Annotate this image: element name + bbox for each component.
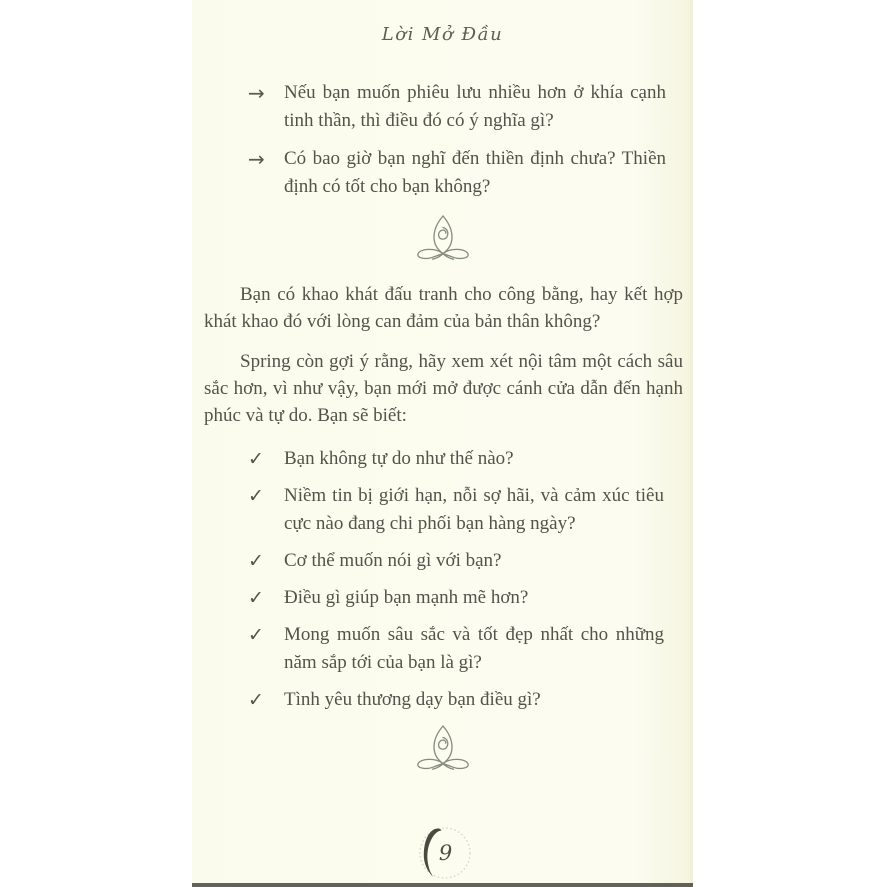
check-bullet-icon: ✓ (248, 587, 264, 609)
list-item-text: Mong muốn sâu sắc và tốt đẹp nhất cho những năm sắp tới của bạn là gì? (284, 624, 664, 673)
list-item (248, 621, 693, 677)
lotus-meditation-icon (412, 724, 474, 771)
paragraph: Bạn có khao khát đấu tranh cho công bằng, hay kết hợp khát khao đó với lòng can đảm của bản thân không? (204, 284, 683, 332)
check-question-list (192, 445, 693, 714)
arrow-question-list (192, 79, 693, 201)
list-item-text: Cơ thể muốn nói gì với bạn? (284, 550, 502, 571)
list-item (248, 686, 693, 714)
page-bottom-edge (192, 883, 693, 887)
paragraph: Spring còn gợi ý rằng, hãy xem xét nội tâm một cách sâu sắc hơn, vì như vậy, bạn mới mở được cánh cửa dẫn đến hạnh phúc và tự do. Bạn sẽ biết: (204, 351, 683, 426)
list-item-text: Tình yêu thương dạy bạn điều gì? (284, 689, 541, 710)
check-bullet-icon: ✓ (248, 550, 264, 572)
chapter-running-head: Lời Mở Đầu (381, 24, 504, 45)
list-item (248, 482, 693, 538)
check-bullet-icon: ✓ (248, 624, 264, 646)
lotus-meditation-icon (412, 214, 474, 261)
list-item (248, 79, 693, 135)
check-bullet-icon: ✓ (248, 448, 264, 470)
list-item (248, 547, 693, 575)
list-item (248, 445, 693, 473)
page-content (192, 79, 693, 777)
list-item (248, 584, 693, 612)
check-bullet-icon: ✓ (248, 689, 264, 711)
list-item-text: Điều gì giúp bạn mạnh mẽ hơn? (284, 587, 529, 608)
divider-ornament (192, 214, 693, 267)
list-item-text: Nếu bạn muốn phiêu lưu nhiều hơn ở khía cạnh tinh thần, thì điều đó có ý nghĩa gì? (284, 82, 666, 131)
check-bullet-icon: ✓ (248, 485, 264, 507)
list-item-text: Bạn không tự do như thế nào? (284, 448, 514, 469)
list-item-text: Niềm tin bị giới hạn, nỗi sợ hãi, và cảm xúc tiêu cực nào đang chi phối bạn hàng ngày? (284, 485, 664, 534)
arrow-bullet-icon: → (248, 147, 265, 171)
list-item (248, 145, 693, 201)
book-page (192, 0, 693, 887)
arrow-bullet-icon: → (248, 81, 265, 105)
divider-ornament (192, 724, 693, 777)
page-number: 9 (438, 841, 453, 865)
page-number-stamp (412, 824, 474, 884)
list-item-text: Có bao giờ bạn nghĩ đến thiền định chưa? Thiền định có tốt cho bạn không? (284, 148, 666, 197)
